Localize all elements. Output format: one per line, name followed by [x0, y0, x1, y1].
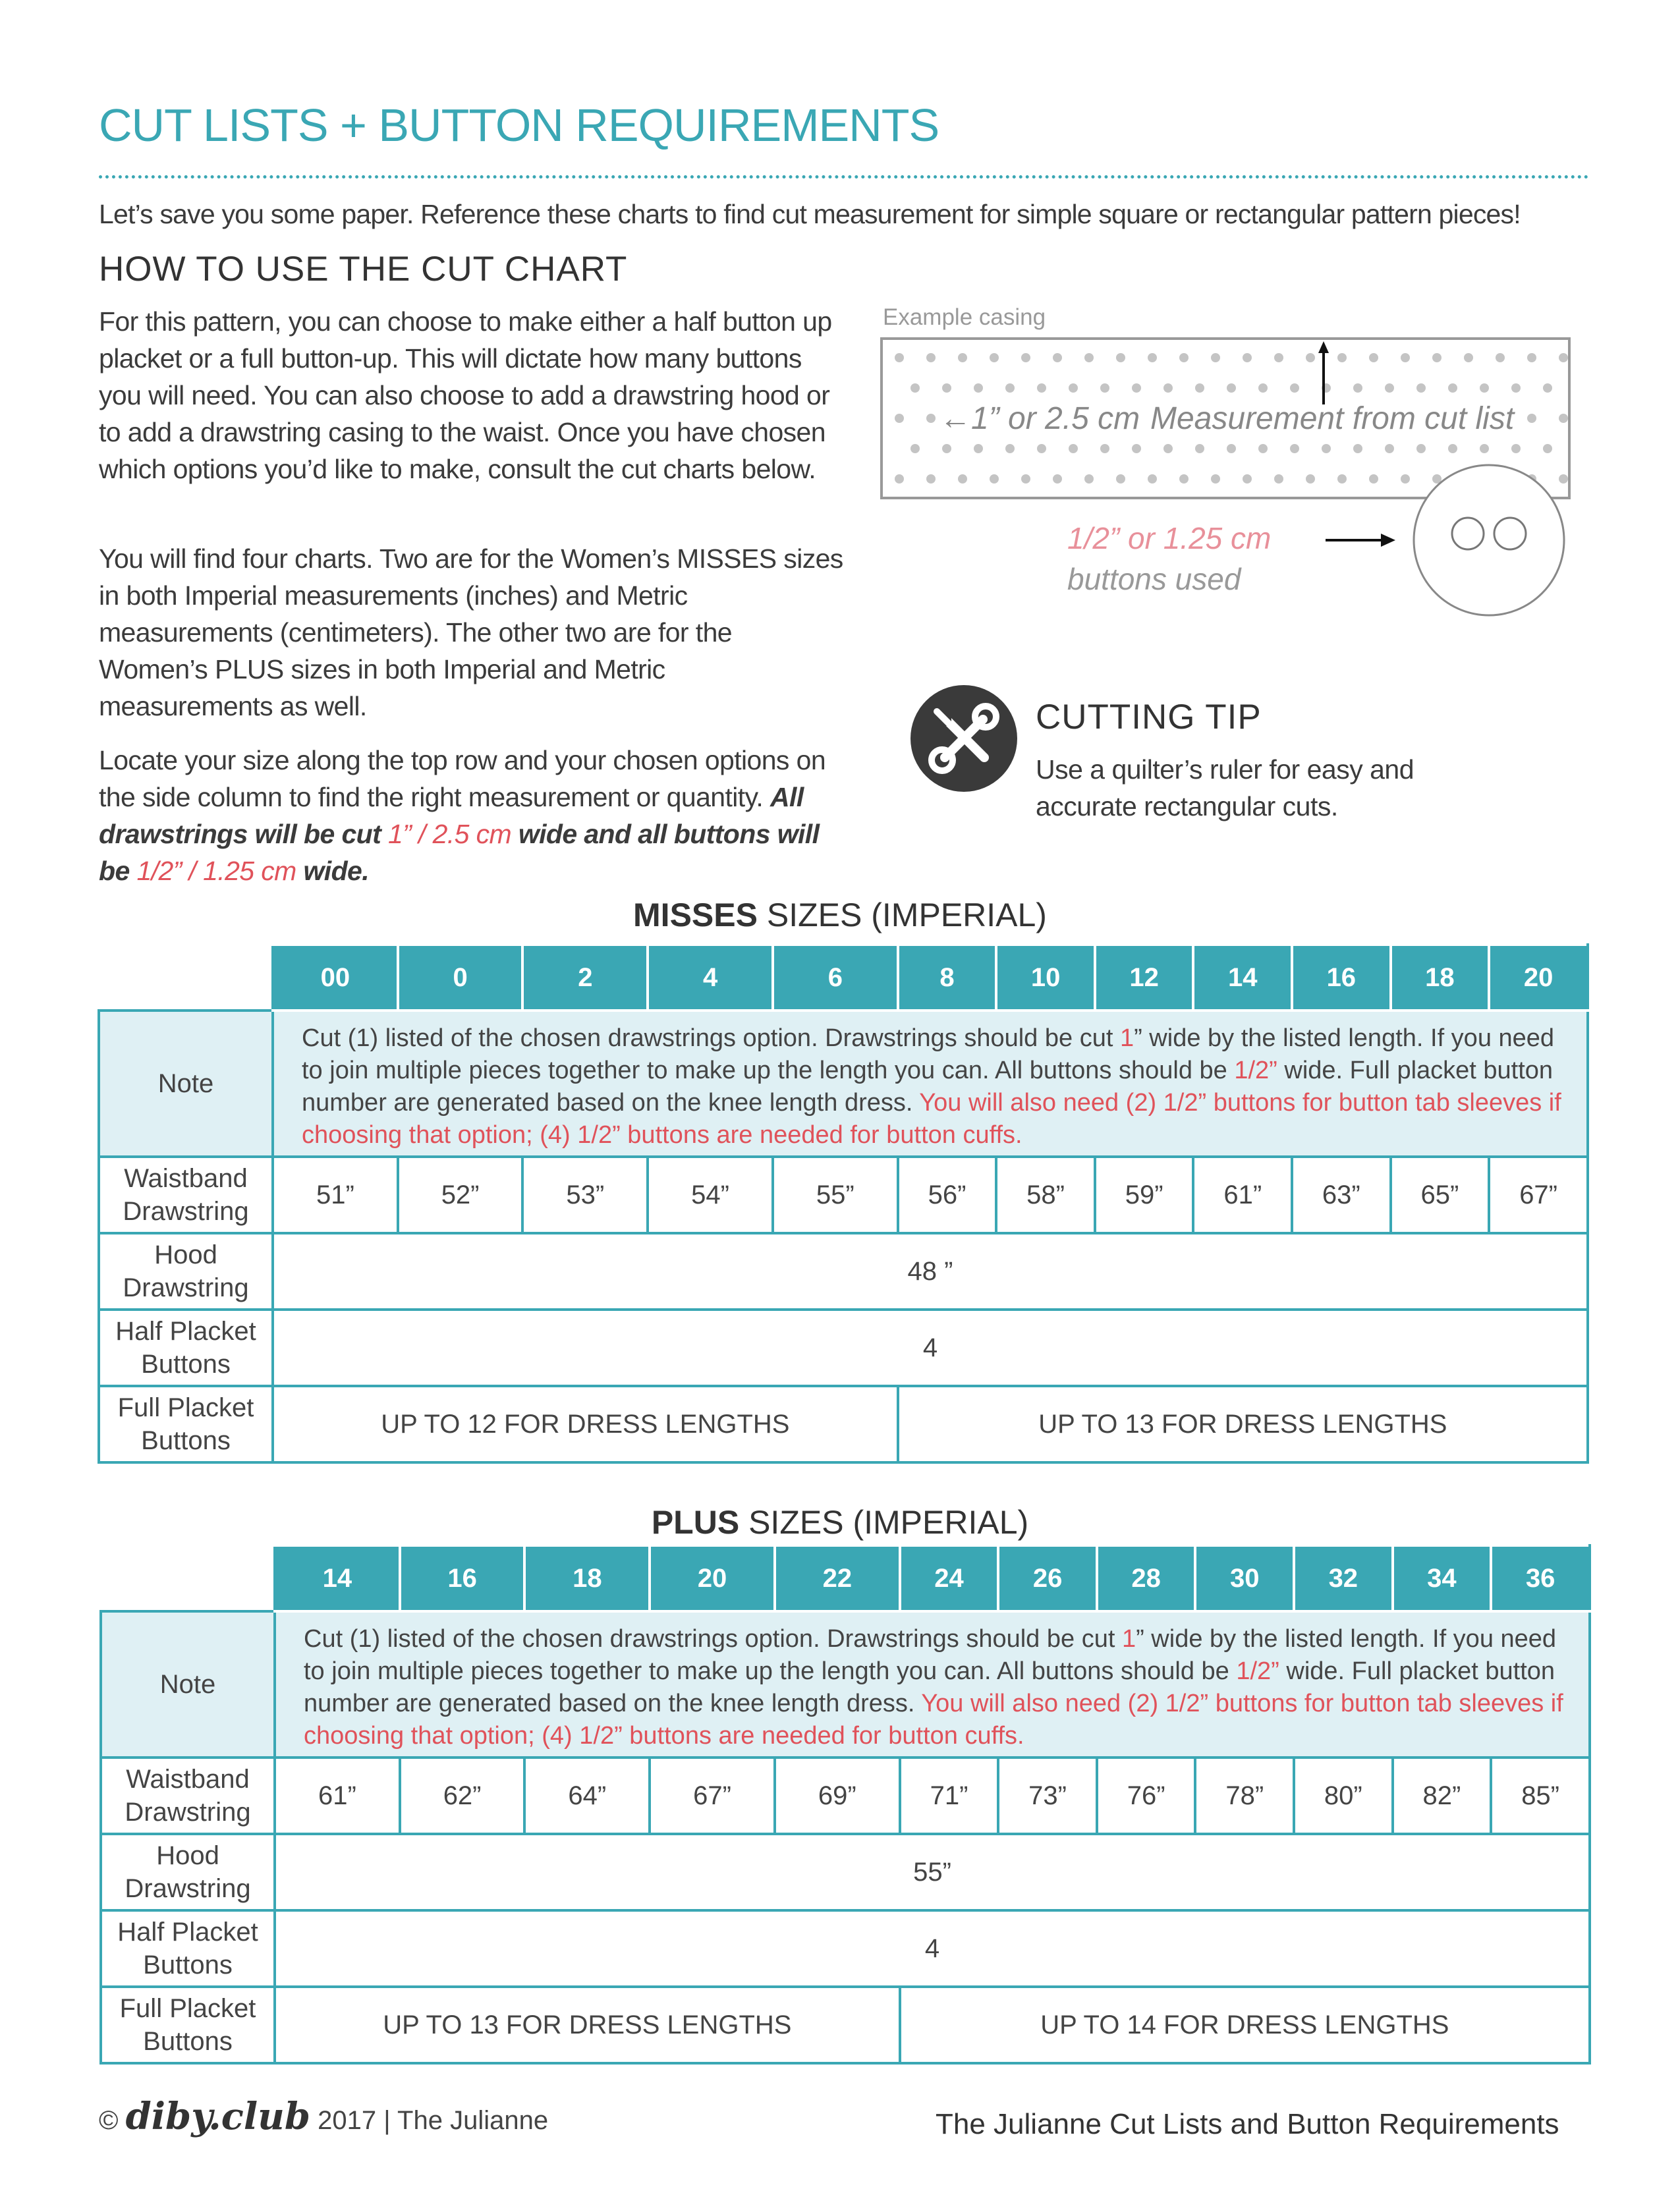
casing-dot: [1132, 383, 1141, 393]
hood-row: [101, 1834, 1590, 1910]
full-placket-value-a: UP TO 13 FOR DRESS LENGTHS: [275, 1987, 900, 2063]
casing-dot: [1195, 444, 1204, 453]
casing-dot: [1559, 414, 1568, 423]
waistband-value-cell: 80”: [1294, 1758, 1393, 1834]
button-size-text: 1/2” or 1.25 cm: [1067, 521, 1272, 555]
size-header-row: [101, 1545, 1590, 1611]
casing-dot: [1496, 353, 1505, 362]
casing-dot: [910, 444, 920, 453]
casing-dot: [1163, 383, 1173, 393]
casing-dot: [1337, 474, 1347, 484]
waistband-value-cell: 82”: [1393, 1758, 1492, 1834]
casing-dot: [942, 383, 951, 393]
left-arrow-icon: ←: [939, 401, 971, 436]
row-label-note: Note: [101, 1611, 275, 1758]
waistband-value-cell: 58”: [996, 1157, 1095, 1233]
buttons-used-text: buttons used: [1067, 562, 1241, 596]
casing-dot: [1148, 474, 1157, 484]
half-placket-value: 4: [273, 1310, 1588, 1386]
casing-dot: [1116, 474, 1125, 484]
waistband-value-cell: 54”: [648, 1157, 773, 1233]
example-casing-label: Example casing: [883, 304, 1046, 330]
hood-drawstring-value: 55”: [275, 1834, 1590, 1910]
waistband-value-cell: 61”: [1193, 1157, 1292, 1233]
half-placket-row: [101, 1910, 1590, 1987]
plus-table-title: PLUS SIZES (IMPERIAL): [651, 1504, 1029, 1541]
size-header-cell: 4: [648, 945, 773, 1011]
tools-icon: [910, 685, 1017, 792]
casing-dot: [1543, 383, 1552, 393]
casing-dot: [1401, 474, 1410, 484]
waistband-value-cell: 52”: [398, 1157, 523, 1233]
waistband-value-cell: 65”: [1391, 1157, 1490, 1233]
casing-dot: [1290, 383, 1299, 393]
cutting-tip-line-2: accurate rectangular cuts.: [1036, 791, 1338, 821]
casing-dot: [1322, 444, 1331, 453]
casing-dot: [990, 474, 999, 484]
size-header-cell: 18: [524, 1545, 650, 1611]
casing-dot: [1037, 383, 1046, 393]
casing-dot: [1527, 353, 1536, 362]
row-label-full-placket: Full Placket Buttons: [101, 1987, 275, 2063]
casing-dot: [1069, 383, 1078, 393]
casing-dot: [910, 383, 920, 393]
waistband-value-cell: 78”: [1195, 1758, 1294, 1834]
size-header-cell: 10: [996, 945, 1095, 1011]
row-label-hood: Hood Drawstring: [99, 1233, 273, 1310]
casing-dot: [1005, 444, 1015, 453]
waistband-value-cell: 62”: [400, 1758, 525, 1834]
full-placket-row: [101, 1987, 1590, 2063]
casing-dot: [1274, 353, 1283, 362]
casing-dot: [1163, 444, 1173, 453]
button-width-note: wide and all buttons will be: [99, 819, 820, 886]
size-header-cell: 34: [1393, 1545, 1492, 1611]
size-header-cell: 14: [1193, 945, 1292, 1011]
casing-dot: [1385, 383, 1394, 393]
casing-dot: [1448, 444, 1457, 453]
cutting-tip-badge: [910, 685, 1017, 792]
casing-dot: [1448, 383, 1457, 393]
row-label-half-placket: Half Placket Buttons: [99, 1310, 273, 1386]
howto-heading: HOW TO USE THE CUT CHART: [99, 250, 628, 289]
footer-document-title: The Julianne Cut Lists and Button Requirements: [936, 2108, 1559, 2140]
waistband-row: [101, 1758, 1590, 1834]
casing-dot: [895, 414, 904, 423]
casing-dot: [1416, 444, 1426, 453]
casing-dot: [926, 474, 936, 484]
waistband-value-cell: 59”: [1095, 1157, 1194, 1233]
casing-dot: [1353, 444, 1362, 453]
waistband-value-cell: 53”: [522, 1157, 648, 1233]
waistband-value-cell: 69”: [775, 1758, 900, 1834]
intro-text: Let’s save you some paper. Reference these charts to find cut measurement for simple square or rectangular pattern pieces!: [99, 199, 1521, 229]
waistband-value-cell: 64”: [524, 1758, 650, 1834]
half-placket-value: 4: [275, 1910, 1590, 1987]
note-row: [101, 1611, 1590, 1758]
note-cell: Cut (1) listed of the chosen drawstrings option. Drawstrings should be cut 1” wide by the listed length. If you need to join multiple pieces together to make up the length you can. All buttons should be 1/2” wide. Full placket button number are generated based on the knee length dress. You will also need (2) 1/2” buttons for button tab sleeves if choosing that option; (4) 1/2” buttons are needed for button cuffs.: [275, 1611, 1590, 1758]
casing-dot: [1543, 444, 1552, 453]
casing-dot: [1290, 444, 1299, 453]
button-width-value: 1/2” / 1.25 cm: [136, 856, 296, 886]
size-header-cell: 30: [1195, 1545, 1294, 1611]
row-label-waistband: Waistband Drawstring: [101, 1758, 275, 1834]
casing-dot: [1084, 474, 1094, 484]
misses-table-title: MISSES SIZES (IMPERIAL): [633, 897, 1047, 933]
casing-dot: [1100, 444, 1109, 453]
full-placket-row: [99, 1386, 1588, 1462]
full-placket-value-b: UP TO 13 FOR DRESS LENGTHS: [898, 1386, 1588, 1462]
drawstring-width-value: 1” / 2.5 cm: [387, 819, 512, 849]
casing-dot: [1274, 474, 1283, 484]
button-illustration: [1410, 461, 1568, 619]
casing-dot: [958, 474, 967, 484]
size-header-cell: 26: [998, 1545, 1097, 1611]
casing-dot: [1401, 353, 1410, 362]
size-header-cell: 8: [898, 945, 997, 1011]
page-title: CUT LISTS + BUTTON REQUIREMENTS: [99, 99, 939, 151]
casing-dot: [1337, 353, 1347, 362]
size-header-row: [99, 945, 1588, 1011]
waistband-value-cell: 67”: [650, 1758, 775, 1834]
casing-dot: [1053, 474, 1062, 484]
casing-dot: [1211, 353, 1220, 362]
waistband-value-cell: 61”: [275, 1758, 400, 1834]
waistband-value-cell: 85”: [1491, 1758, 1590, 1834]
casing-dot: [1132, 444, 1141, 453]
dotted-divider: [99, 175, 1589, 179]
waistband-value-cell: 51”: [273, 1157, 398, 1233]
casing-dot: [1511, 383, 1521, 393]
size-header-cell: 36: [1491, 1545, 1590, 1611]
size-header-cell: 6: [773, 945, 898, 1011]
casing-dot: [1195, 383, 1204, 393]
hood-row: [99, 1233, 1588, 1310]
casing-dot: [1148, 353, 1157, 362]
waistband-value-cell: 71”: [900, 1758, 999, 1834]
footer-year: 2017 | The Julianne: [318, 2106, 549, 2135]
size-header-cell: 16: [1292, 945, 1391, 1011]
up-arrow-icon: [1314, 340, 1333, 406]
casing-dot: [1037, 444, 1046, 453]
casing-dot: [1084, 353, 1094, 362]
casing-width-text: ←1” or 2.5 cm: [936, 401, 1144, 437]
cutting-tip-title: CUTTING TIP: [1036, 698, 1262, 736]
casing-dot: [1243, 353, 1252, 362]
casing-dot: [958, 353, 967, 362]
casing-dot: [1432, 353, 1442, 362]
casing-dot: [1385, 444, 1394, 453]
casing-dot: [1053, 353, 1062, 362]
size-header-cell: 18: [1391, 945, 1490, 1011]
casing-dot: [1480, 444, 1489, 453]
casing-dot: [1179, 474, 1189, 484]
cutting-tip-line-1: Use a quilter’s ruler for easy and: [1036, 754, 1414, 785]
waistband-value-cell: 76”: [1097, 1758, 1196, 1834]
copyright-symbol: ©: [99, 2106, 119, 2135]
paragraph-locate-text: Locate your size along the top row and your chosen options on the side column to find the right measurement or quantity.: [99, 745, 826, 812]
casing-dot: [1005, 383, 1015, 393]
casing-dot: [895, 353, 904, 362]
footer-left: [99, 2095, 548, 2138]
casing-dot: [926, 353, 936, 362]
size-header-cell: 32: [1294, 1545, 1393, 1611]
waistband-value-cell: 63”: [1292, 1157, 1391, 1233]
casing-dot: [1480, 383, 1489, 393]
casing-length-text: Measurement from cut list: [1146, 401, 1518, 437]
paragraph-options: For this pattern, you can choose to make either a half button up placket or a full button-up. This will dictate how many buttons you will need. You can also choose to add a drawstring hood or to add a drawstring casing to the waist. Once you have chosen which options you’d like to make, consult the cut charts below.: [99, 306, 832, 484]
casing-dot: [1069, 444, 1078, 453]
casing-dot: [1559, 353, 1568, 362]
note-cell: Cut (1) listed of the chosen drawstrings option. Drawstrings should be cut 1” wide by the listed length. If you need to join multiple pieces together to make up the length you can. All buttons should be 1/2” wide. Full placket button number are generated based on the knee length dress. You will also need (2) 1/2” buttons for button tab sleeves if choosing that option; (4) 1/2” buttons are needed for button cuffs.: [273, 1011, 1588, 1157]
casing-dot: [1179, 353, 1189, 362]
size-header-cell: 20: [650, 1545, 775, 1611]
button-width-end: wide.: [296, 856, 370, 886]
paragraph-locate: [99, 742, 843, 889]
full-placket-value-b: UP TO 14 FOR DRESS LENGTHS: [900, 1987, 1590, 2063]
row-label-half-placket: Half Placket Buttons: [101, 1910, 275, 1987]
casing-dot: [1369, 353, 1378, 362]
casing-dot: [1258, 444, 1268, 453]
casing-dot: [1369, 474, 1378, 484]
diby-club-logo: diby.club: [125, 2095, 311, 2138]
casing-dot: [1306, 474, 1315, 484]
casing-dot: [1416, 383, 1426, 393]
waistband-value-cell: 73”: [998, 1758, 1097, 1834]
casing-dot: [1511, 444, 1521, 453]
paragraph-charts: You will find four charts. Two are for the Women’s MISSES sizes in both Imperial measurements (inches) and Metric measurements (centimeters). The other two are for the Women’s PLUS sizes in both Imperial and Metric measurements as well.: [99, 543, 843, 721]
note-row: [99, 1011, 1588, 1157]
waistband-value-cell: 55”: [773, 1157, 898, 1233]
drawstring-width-note: All drawstrings will be cut: [99, 782, 804, 849]
casing-dot: [1258, 383, 1268, 393]
casing-dot: [1211, 474, 1220, 484]
row-label-hood: Hood Drawstring: [101, 1834, 275, 1910]
cutting-tip-body: [1036, 751, 1414, 825]
casing-dot: [1227, 383, 1236, 393]
size-header-cell: 12: [1095, 945, 1194, 1011]
half-placket-row: [99, 1310, 1588, 1386]
size-header-cell: 20: [1489, 945, 1588, 1011]
full-placket-value-a: UP TO 12 FOR DRESS LENGTHS: [273, 1386, 898, 1462]
casing-dot: [895, 474, 904, 484]
casing-dot: [942, 444, 951, 453]
size-header-cell: 22: [775, 1545, 900, 1611]
casing-dot: [1227, 444, 1236, 453]
row-label-full-placket: Full Placket Buttons: [99, 1386, 273, 1462]
size-header-cell: 14: [275, 1545, 400, 1611]
casing-dot: [1021, 474, 1030, 484]
hood-drawstring-value: 48 ”: [273, 1233, 1588, 1310]
right-arrow-icon: [1324, 527, 1397, 553]
casing-dot: [990, 353, 999, 362]
waistband-row: [99, 1157, 1588, 1233]
casing-dot: [1353, 383, 1362, 393]
casing-dot: [1527, 414, 1536, 423]
size-header-cell: 16: [400, 1545, 525, 1611]
casing-dot: [1243, 474, 1252, 484]
casing-dot: [926, 414, 936, 423]
casing-dot: [974, 444, 983, 453]
casing-dot: [1116, 353, 1125, 362]
misses-cut-table: [98, 943, 1589, 1464]
size-header-cell: 0: [398, 945, 523, 1011]
waistband-value-cell: 56”: [898, 1157, 997, 1233]
casing-dot: [1100, 383, 1109, 393]
waistband-value-cell: 67”: [1489, 1157, 1588, 1233]
row-label-note: Note: [99, 1011, 273, 1157]
casing-dot: [974, 383, 983, 393]
size-header-cell: 00: [273, 945, 398, 1011]
plus-cut-table: [99, 1544, 1591, 2064]
row-label-waistband: Waistband Drawstring: [99, 1157, 273, 1233]
casing-dot: [1464, 353, 1473, 362]
size-header-cell: 28: [1097, 1545, 1196, 1611]
size-header-cell: 24: [900, 1545, 999, 1611]
casing-dot: [1021, 353, 1030, 362]
size-header-cell: 2: [522, 945, 648, 1011]
